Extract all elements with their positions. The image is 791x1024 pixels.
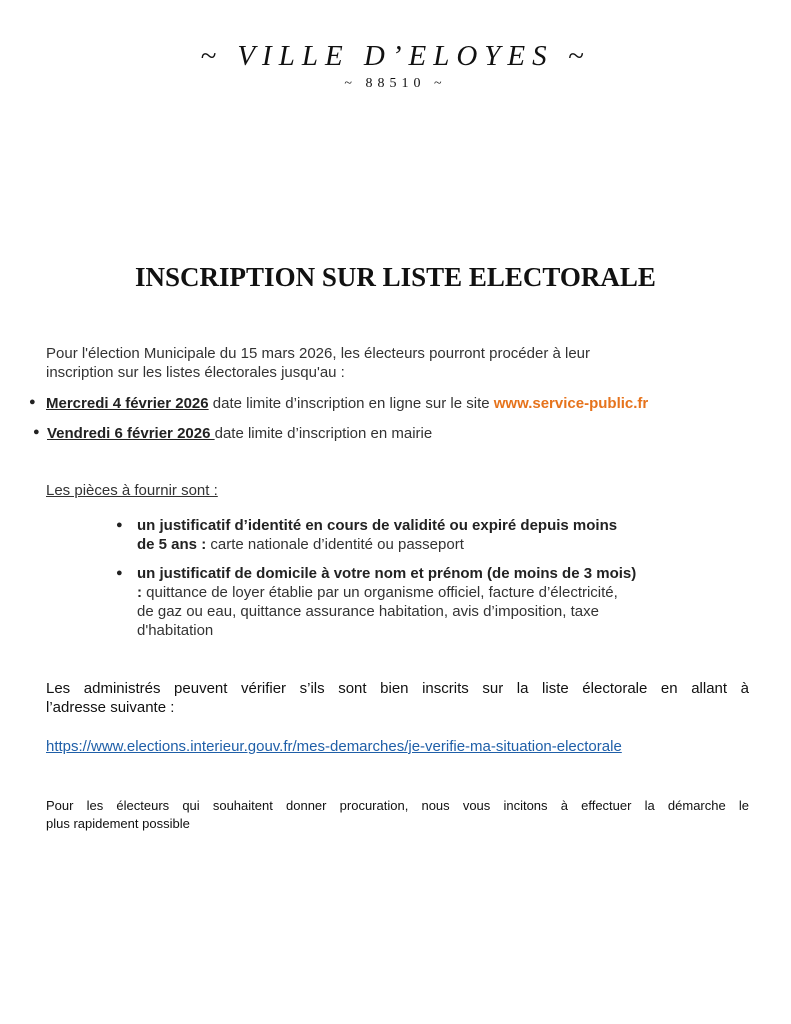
documents-heading: Les pièces à fournir sont :	[46, 482, 218, 499]
deadline-mairie-date: Vendredi 6 février 2026	[47, 425, 215, 442]
bullet-icon: ●	[29, 396, 36, 408]
intro-line-2: inscription sur les listes électorales jusqu'au :	[46, 364, 345, 381]
residence-doc-line-2	[137, 583, 618, 602]
page-title: INSCRIPTION SUR LISTE ELECTORALE	[135, 262, 656, 292]
residence-doc-line-1: un justificatif de domicile à votre nom et prénom (de moins de 3 mois)	[137, 565, 637, 582]
town-name-title: ~ VILLE D’ELOYES ~	[200, 40, 591, 72]
elections-check-link[interactable]: https://www.elections.interieur.gouv.fr/mes-demarches/je-verifie-ma-situation-electorale	[46, 738, 622, 755]
identity-doc-line-2	[137, 535, 464, 554]
postal-code: ~ 88510 ~	[344, 76, 447, 91]
residence-doc-detail-1: quittance de loyer établie par un organisme officiel, facture d’électricité,	[142, 584, 618, 601]
proxy-line-1: Pour les électeurs qui souhaitent donner procuration, nous vous incitons à effectuer la démarche le	[46, 798, 749, 813]
identity-doc-line-1: un justificatif d’identité en cours de validité ou expiré depuis moins	[137, 517, 618, 534]
intro-line-1: Pour l'élection Municipale du 15 mars 2026, les électeurs pourront procéder à leur	[46, 345, 590, 362]
bullet-icon: ●	[116, 567, 123, 579]
deadline-online	[46, 394, 648, 413]
identity-doc-age: de 5 ans :	[137, 536, 207, 553]
proxy-line-2: plus rapidement possible	[46, 816, 190, 831]
deadline-mairie	[47, 424, 432, 443]
identity-doc-detail: carte nationale d’identité ou passeport	[206, 536, 464, 553]
service-public-link[interactable]: www.service-public.fr	[493, 395, 649, 412]
residence-doc-colon: :	[137, 584, 142, 601]
bullet-icon: ●	[116, 519, 123, 531]
deadline-online-date: Mercredi 4 février 2026	[46, 395, 209, 412]
residence-doc-line-4: d'habitation	[137, 622, 214, 639]
bullet-icon: ●	[33, 426, 40, 438]
verify-line-1: Les administrés peuvent vérifier s’ils sont bien inscrits sur la liste électorale en allant à	[46, 680, 749, 697]
deadline-mairie-text: date limite d’inscription en mairie	[214, 425, 433, 442]
deadline-online-text: date limite d’inscription en ligne sur le site	[208, 395, 494, 412]
residence-doc-line-3: de gaz ou eau, quittance assurance habitation, avis d’imposition, taxe	[137, 603, 599, 620]
verify-line-2: l’adresse suivante :	[46, 699, 175, 716]
